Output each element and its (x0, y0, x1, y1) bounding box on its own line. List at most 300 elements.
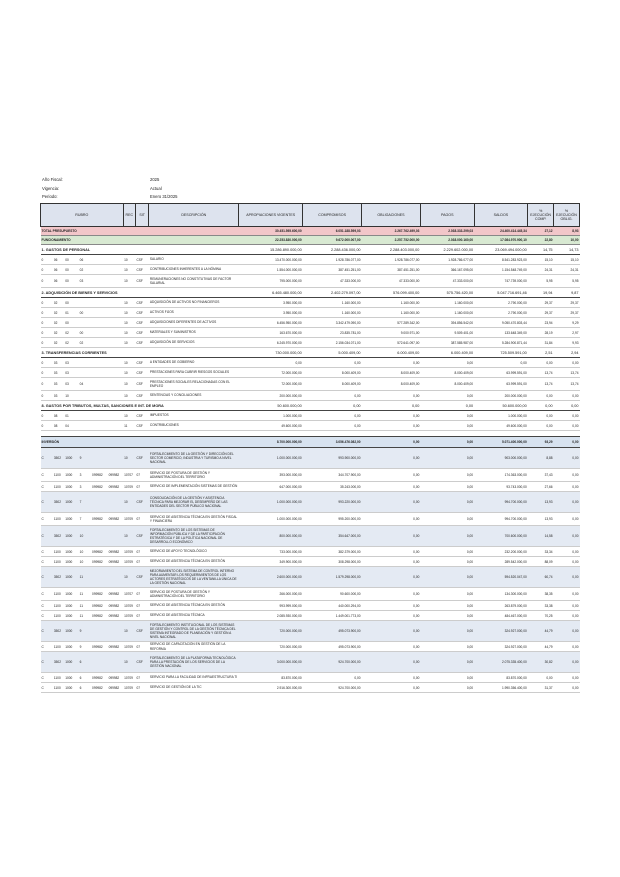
rubro-code: 099982 (108, 469, 124, 482)
pct-comp-cell: 88,09 (528, 557, 554, 567)
obligaciones-cell: 0,00 (362, 391, 421, 401)
rubro-code: 1000 (64, 588, 78, 601)
table-row (41, 469, 580, 482)
rubro-code: 01 (64, 411, 78, 421)
rubro-code: 099982 (108, 513, 124, 526)
pct-comp-cell: 31,84 (528, 338, 554, 348)
rubro-code: 0 (41, 338, 53, 348)
pct-comp-cell: 93,29 (528, 437, 554, 448)
rubro-code: 099982 (91, 611, 108, 621)
compromisos-cell: 47.333.000,00 (303, 275, 362, 288)
obligaciones-cell: 1.160.000,00 (362, 298, 421, 308)
rubro-code: 03 (53, 368, 64, 378)
rec-code: 10 (123, 492, 135, 513)
header-rubro: RUBRO (41, 204, 124, 227)
pct-comp-cell: 14,75 (528, 245, 554, 255)
pct-oblig-cell: 13,74 (554, 368, 580, 378)
obligaciones-cell: 2.288.403.000,00 (362, 245, 421, 255)
obligaciones-cell: 0,00 (362, 673, 421, 683)
table-row (41, 391, 580, 401)
rubro-code (108, 255, 124, 265)
rubro-code: 3502 (53, 492, 64, 513)
sit-code: CSF (135, 308, 148, 318)
row-description: SERVICIO DE ASISTENCIA TÉCNICA (149, 611, 239, 621)
table-row (41, 652, 580, 673)
rubro-code: 00 (64, 318, 78, 328)
rubro-code (79, 318, 91, 328)
pct-comp-cell: 44,79 (528, 621, 554, 642)
compromisos-cell: 344.707.900,00 (303, 469, 362, 482)
pct-comp-cell: 0,00 (528, 673, 554, 683)
table-row (41, 368, 580, 378)
row-description: SERVICIO DE POSTURA DE GESTIÓN Y ADMINISTRACIÓN DEL TERRITORIO (149, 469, 239, 482)
rec-code: 10709 (123, 557, 135, 567)
rubro-code: 1000 (64, 557, 78, 567)
rubro-code (79, 368, 91, 378)
pct-oblig-cell: 29,37 (554, 308, 580, 318)
pct-oblig-cell: 2,97 (554, 328, 580, 338)
obligaciones-cell: 8.000.409,00 (362, 378, 421, 391)
pct-oblig-cell: 0,00 (554, 526, 580, 547)
rubro-code: 1100 (53, 642, 64, 652)
apropiaciones-cell: 83.870.000,00 (239, 673, 303, 683)
rubro-code: 6 (79, 652, 91, 673)
sit-code: CSF (135, 567, 148, 588)
rubro-code: C (41, 652, 53, 673)
row-description: SERVICIO DE GESTIÓN DE LA TIC (149, 683, 239, 693)
rubro-code: 0 (41, 318, 53, 328)
sit-code: CSF (135, 652, 148, 673)
rubro-code (91, 391, 108, 401)
rubro-code: 1000 (64, 448, 78, 469)
rubro-code (79, 411, 91, 421)
saldos-cell: 747.739.000,00 (474, 275, 528, 288)
rubro-code: 00 (64, 255, 78, 265)
pagos-cell: 8.000.409,00 (420, 378, 474, 391)
row-description: ADQUISICIÓN DE SERVICIOS (149, 338, 239, 348)
compromisos-cell: 3.056.476.082,00 (303, 437, 362, 448)
header-obligaciones: OBLIGACIONES (362, 204, 421, 227)
pct-oblig-cell: 9,87 (554, 288, 580, 298)
rubro-code: 099982 (91, 642, 108, 652)
apropiaciones-cell: 3.950.000,00 (239, 298, 303, 308)
pct-comp-cell: 5,95 (528, 275, 554, 288)
pct-oblig-cell: 0,00 (554, 492, 580, 513)
table-row (41, 308, 580, 318)
table-row (41, 526, 580, 547)
pct-oblig-cell: 0,00 (554, 411, 580, 421)
table-row (41, 255, 580, 265)
table-row (41, 378, 580, 391)
rubro-code: 3 (79, 469, 91, 482)
table-row (41, 621, 580, 642)
header-compromisos: COMPROMISOS (303, 204, 362, 227)
func-row (41, 236, 580, 245)
rec-code: 10 (123, 378, 135, 391)
row-description: SERVICIO DE CAPACITACIÓN EN GESTIÓN DE LA REFORMA (149, 642, 239, 652)
rubro-code: 02 (79, 338, 91, 348)
pct-comp-cell: 24,31 (528, 265, 554, 275)
rubro-code (79, 421, 91, 431)
pagos-cell: 0,00 (420, 652, 474, 673)
pagos-cell: 9.509.401,00 (420, 328, 474, 338)
compromisos-cell: 1.579.298.000,00 (303, 567, 362, 588)
rubro-code: 03 (53, 391, 64, 401)
saldos-cell: 700.600.000,00 (474, 526, 528, 547)
sit-code: CSF (135, 318, 148, 328)
pagos-cell: 0,00 (420, 401, 474, 411)
apropiaciones-cell: 647.000.000,00 (239, 482, 303, 492)
compromisos-cell: 8.000.409,00 (303, 378, 362, 391)
table-row (41, 358, 580, 368)
table-row (41, 328, 580, 338)
rubro-code: C (41, 492, 53, 513)
rubro-code: 11 (79, 611, 91, 621)
pct-comp-cell: 30,82 (528, 652, 554, 673)
pagos-cell: 0,00 (420, 469, 474, 482)
table-row (41, 567, 580, 588)
saldos-cell: 994.700.000,00 (474, 492, 528, 513)
saldos-cell: 9.050.470.803,44 (474, 318, 528, 328)
pagos-cell: 0,00 (420, 611, 474, 621)
rubro-code: 0 (41, 275, 53, 288)
rubro-code (108, 526, 124, 547)
rubro-code (79, 358, 91, 368)
row-label: TOTAL PRESUPUESTO (41, 227, 239, 236)
obligaciones-cell: 0,00 (362, 652, 421, 673)
rubro-code: 3502 (53, 567, 64, 588)
header-pct-comp: % EJECUCIÓN COMP. (528, 204, 554, 227)
table-row (41, 601, 580, 611)
table-header (41, 204, 580, 227)
sit-code: CSF (135, 621, 148, 642)
sit-code: 07 (135, 557, 148, 567)
rubro-code (91, 265, 108, 275)
pct-oblig-cell: 9,29 (554, 318, 580, 328)
pct-oblig-cell: 0,00 (554, 547, 580, 557)
compromisos-cell: 0,00 (303, 358, 362, 368)
rubro-code (91, 621, 108, 642)
pct-oblig-cell: 0,00 (554, 448, 580, 469)
row-description: ADQUISICIONES DIFERENTES DE ACTIVOS (149, 318, 239, 328)
rubro-code: C (41, 567, 53, 588)
pct-oblig-cell: 0,00 (554, 513, 580, 526)
obligaciones-cell: 2.267.762.499,03 (362, 227, 421, 236)
rubro-code: 0 (41, 358, 53, 368)
rubro-code (91, 328, 108, 338)
rubro-code: 3502 (53, 448, 64, 469)
pct-comp-cell: 31,37 (528, 683, 554, 693)
rubro-code: 6 (79, 683, 91, 693)
rubro-code: C (41, 673, 53, 683)
rec-code: 10 (123, 265, 135, 275)
rubro-code (91, 448, 108, 469)
pct-comp-cell: 13,74 (528, 368, 554, 378)
saldos-cell: 93.743.000,00 (474, 482, 528, 492)
obligaciones-cell: 2.257.752.000,00 (362, 236, 421, 245)
rubro-code (91, 411, 108, 421)
apropiaciones-cell: 15.286.890.000,00 (239, 245, 303, 255)
apropiaciones-cell: 6.456.950.000,00 (239, 318, 303, 328)
pct-comp-cell: 27,66 (528, 482, 554, 492)
compromisos-cell: 2.288.436.000,00 (303, 245, 362, 255)
saldos-cell: 5.071.400.000,00 (474, 437, 528, 448)
rubro-code: 099982 (108, 673, 124, 683)
pagos-cell: 0,00 (420, 547, 474, 557)
compromisos-cell: 3.342.479.090,00 (303, 318, 362, 328)
rubro-code: 02 (64, 338, 78, 348)
rubro-code (108, 298, 124, 308)
sit-code: CSF (135, 265, 148, 275)
pct-comp-cell: 27,12 (528, 227, 554, 236)
compromisos-cell: 495.073.900,00 (303, 642, 362, 652)
row-description: SERVICIO DE IMPLEMENTACIÓN SISTEMAS DE GESTIÓN (149, 482, 239, 492)
pagos-cell: 0,00 (420, 588, 474, 601)
rubro-code: 03 (79, 275, 91, 288)
rubro-code: 0 (41, 255, 53, 265)
obligaciones-cell: 6.000.409,00 (362, 348, 421, 358)
apropiaciones-cell: 720.000.000,00 (239, 621, 303, 642)
sit-code: CSF (135, 275, 148, 288)
pct-comp-cell: 29,37 (528, 298, 554, 308)
sit-code: CSF (135, 378, 148, 391)
apropiaciones-cell: 30.451.595.600,00 (239, 227, 303, 236)
pagos-cell: 394.856.542,00 (420, 318, 474, 328)
apropiaciones-cell: 163.670.000,00 (239, 328, 303, 338)
pct-comp-cell: 44,79 (528, 642, 554, 652)
pct-oblig-cell: 9,93 (554, 338, 580, 348)
apropiaciones-cell: 6.465.480.000,00 (239, 288, 303, 298)
pct-comp-cell: 13,93 (528, 492, 554, 513)
rec-code: 10 (123, 368, 135, 378)
rec-code: 10 (123, 652, 135, 673)
rubro-code: 11 (79, 588, 91, 601)
pct-oblig-cell: 0,00 (554, 601, 580, 611)
row-description: SERVICIO DE ASISTENCIA TÉCNICA EN GESTIÓN FISCAL Y FINANCIERA (149, 513, 239, 526)
saldos-cell: 2.790.000,00 (474, 298, 528, 308)
rubro-code: 03 (64, 368, 78, 378)
saldos-cell: 5.047.716.691,46 (474, 288, 528, 298)
budget-table (40, 203, 580, 693)
row-description: FORTALECIMIENTO INSTITUCIONAL DE LOS SISTEMAS DE GESTIÓN Y CONTROL DE LA GESTIÓN TÉCNICA DEL SISTEMA INTEGRADO DE PLANEACIÓN Y GESTIÓN A NIVEL NACIONAL (149, 621, 239, 642)
table-row (41, 557, 580, 567)
apropiaciones-cell: 6.245.970.000,00 (239, 338, 303, 348)
rubro-code: 1100 (53, 469, 64, 482)
saldos-cell: 17.084.970.900,10 (474, 236, 528, 245)
rubro-code (108, 318, 124, 328)
rubro-code: 04 (64, 421, 78, 431)
saldos-cell: 2.790.000,00 (474, 308, 528, 318)
apropiaciones-cell: 720.000.000,00 (239, 642, 303, 652)
rubro-code: 08 (53, 411, 64, 421)
compromisos-cell: 495.073.900,00 (303, 621, 362, 642)
obligaciones-cell: 0,00 (362, 547, 421, 557)
obligaciones-cell: 0,00 (362, 526, 421, 547)
table-row (41, 421, 580, 431)
pagos-cell: 0,00 (420, 621, 474, 642)
rubro-code: 06 (79, 255, 91, 265)
rubro-code: 1000 (64, 611, 78, 621)
row-description: CONSOLIDACIÓN DE LA GESTIÓN Y ASISTENCIA TÉCNICA PARA MEJORAR EL DESEMPEÑO DE LAS ENTIDADES DEL SECTOR PÚBLICO NACIONAL (149, 492, 239, 513)
rubro-code: 9 (79, 621, 91, 642)
rubro-code: 0 (41, 368, 53, 378)
section-row (41, 348, 580, 358)
row-description: SERVICIO DE ASISTENCIA TÉCNICA EN GESTIÓN (149, 557, 239, 567)
rubro-code: 3502 (53, 652, 64, 673)
rubro-code: 1000 (64, 547, 78, 557)
obligaciones-cell: 0,00 (362, 401, 421, 411)
pct-comp-cell: 38,35 (528, 588, 554, 601)
saldos-cell: 49.600.000,00 (474, 421, 528, 431)
header-sit: SIT (135, 204, 148, 227)
apropiaciones-cell: 1.000.000.000,00 (239, 513, 303, 526)
pct-oblig-cell: 0,00 (554, 642, 580, 652)
compromisos-cell: 995.200.000,00 (303, 513, 362, 526)
compromisos-cell: 0,00 (303, 411, 362, 421)
rec-code: 10707 (123, 588, 135, 601)
compromisos-cell: 1.449.001.773,00 (303, 611, 362, 621)
row-description: FORTALECIMIENTO DE LA PLATAFORMA TECNOLÓGICA PARA LA PRESTACIÓN DE LOS SERVICIOS DE LA GESTIÓN NACIONAL (149, 652, 239, 673)
pct-comp-cell: 19,94 (528, 288, 554, 298)
rubro-code: 1100 (53, 588, 64, 601)
row-description: ADQUISICIÓN DE ACTIVOS NO FINANCIEROS (149, 298, 239, 308)
rubro-code: 0 (41, 298, 53, 308)
rubro-code (108, 378, 124, 391)
rubro-code (91, 338, 108, 348)
rubro-code: C (41, 683, 53, 693)
row-description: SERVICIO DE POSTURA DE GESTIÓN Y ADMINISTRACIÓN DEL TERRITORIO (149, 588, 239, 601)
obligaciones-cell: 0,00 (362, 358, 421, 368)
pct-comp-cell: 60,74 (528, 567, 554, 588)
rubro-code: 099982 (91, 547, 108, 557)
rubro-code: 1100 (53, 482, 64, 492)
row-description: REMUNERACIONES NO CONSTITUTIVAS DE FACTOR SALARIAL (149, 275, 239, 288)
section-row (41, 288, 580, 298)
rec-code: 10707 (123, 469, 135, 482)
apropiaciones-cell: 200.000.000,00 (239, 391, 303, 401)
rubro-code: 099982 (108, 588, 124, 601)
compromisos-cell: 0,00 (303, 391, 362, 401)
pagos-cell: 0,00 (420, 358, 474, 368)
compromisos-cell: 924.700.000,00 (303, 683, 362, 693)
rubro-code (108, 567, 124, 588)
apropiaciones-cell: 3.950.000,00 (239, 308, 303, 318)
row-description: FORTALECIMIENTO DE LA GESTIÓN Y DIRECCIÓN DEL SECTOR COMERCIO, INDUSTRIA Y TURISMO A NIVEL NACIONAL (149, 448, 239, 469)
rubro-code: 1000 (64, 526, 78, 547)
sit-code: 07 (135, 547, 148, 557)
rubro-code (91, 298, 108, 308)
apropiaciones-cell: 2.085.930.000,00 (239, 611, 303, 621)
rubro-code: 10 (79, 547, 91, 557)
pct-comp-cell: 37,43 (528, 469, 554, 482)
apropiaciones-cell: 1.000.000.000,00 (239, 448, 303, 469)
rubro-code: 099982 (108, 642, 124, 652)
apropiaciones-cell: 733.000.000,00 (239, 547, 303, 557)
rubro-code (108, 652, 124, 673)
obligaciones-cell: 0,00 (362, 567, 421, 588)
header-descripcion: DESCRIPCIÓN (149, 204, 239, 227)
row-description: SALARIO (149, 255, 239, 265)
table-row (41, 275, 580, 288)
saldos-cell: 324.927.000,00 (474, 621, 528, 642)
pagos-cell: 1.160.000,00 (420, 308, 474, 318)
pct-oblig-cell: 0,00 (554, 611, 580, 621)
pagos-cell: 0,00 (420, 526, 474, 547)
row-label: 3. TRANSFERENCIAS CORRIENTES (41, 348, 239, 358)
apropiaciones-cell: 993.999.000,00 (239, 601, 303, 611)
rec-code: 10 (123, 567, 135, 588)
pagos-cell: 6.000.409,00 (420, 348, 474, 358)
obligaciones-cell: 0,00 (362, 557, 421, 567)
rubro-code: 099982 (91, 588, 108, 601)
rubro-code: 1100 (53, 683, 64, 693)
rec-code: 10 (123, 275, 135, 288)
rubro-code: 1000 (64, 469, 78, 482)
table-row (41, 683, 580, 693)
rubro-code: 099982 (91, 482, 108, 492)
rubro-code: 03 (64, 358, 78, 368)
apropiaciones-cell: 22.253.830.000,00 (239, 236, 303, 245)
section-row (41, 245, 580, 255)
row-description: SERVICIO DE APOYO TECNOLÓGICO (149, 547, 239, 557)
pagos-cell: 1.928.786.077,00 (420, 255, 474, 265)
pagos-cell: 575.756.420,00 (420, 288, 474, 298)
sit-code: CSF (135, 368, 148, 378)
rubro-code: 099982 (91, 513, 108, 526)
sit-code: CSF (135, 328, 148, 338)
compromisos-cell: 993.220.000,00 (303, 492, 362, 513)
pct-comp-cell: 23,94 (528, 318, 554, 328)
table-row (41, 482, 580, 492)
pct-comp-cell: 70,25 (528, 611, 554, 621)
rubro-code: 099982 (108, 482, 124, 492)
pagos-cell: 0,00 (420, 411, 474, 421)
saldos-cell: 289.542.000,00 (474, 557, 528, 567)
obligaciones-cell: 0,00 (362, 421, 421, 431)
rec-code: 10 (123, 308, 135, 318)
pagos-cell: 2.038.333.299,03 (420, 227, 474, 236)
sit-code: CSF (135, 526, 148, 547)
apropiaciones-cell: 795.000.000,00 (239, 275, 303, 288)
rubro-code: 1000 (64, 621, 78, 642)
pagos-cell: 0,00 (420, 437, 474, 448)
period-value: Enero 31/2025 (150, 194, 178, 199)
rubro-code: 099982 (91, 557, 108, 567)
apropiaciones-cell: 8.700.000.000,00 (239, 437, 303, 448)
obligaciones-cell: 0,00 (362, 513, 421, 526)
header-pagos: PAGOS (420, 204, 474, 227)
pagos-cell: 0,00 (420, 391, 474, 401)
pct-comp-cell: 0,00 (528, 401, 554, 411)
pct-comp-cell: 14,58 (528, 526, 554, 547)
pct-comp-cell: 13,74 (528, 378, 554, 391)
rubro-code: 02 (53, 328, 64, 338)
rubro-code (91, 652, 108, 673)
rubro-code (108, 621, 124, 642)
apropiaciones-cell: 50.600.000,00 (239, 401, 303, 411)
rubro-code: C (41, 547, 53, 557)
rubro-code: 01 (64, 308, 78, 318)
compromisos-cell: 5.000.409,00 (303, 348, 362, 358)
apropiaciones-cell: 730.000.000,00 (239, 348, 303, 358)
table-row (41, 492, 580, 513)
saldos-cell: 484.467.000,00 (474, 611, 528, 621)
obligaciones-cell: 47.333.000,00 (362, 275, 421, 288)
rubro-code: 1100 (53, 547, 64, 557)
rubro-code: 02 (79, 265, 91, 275)
rubro-code: 1000 (64, 513, 78, 526)
saldos-cell: 134.300.000,00 (474, 588, 528, 601)
